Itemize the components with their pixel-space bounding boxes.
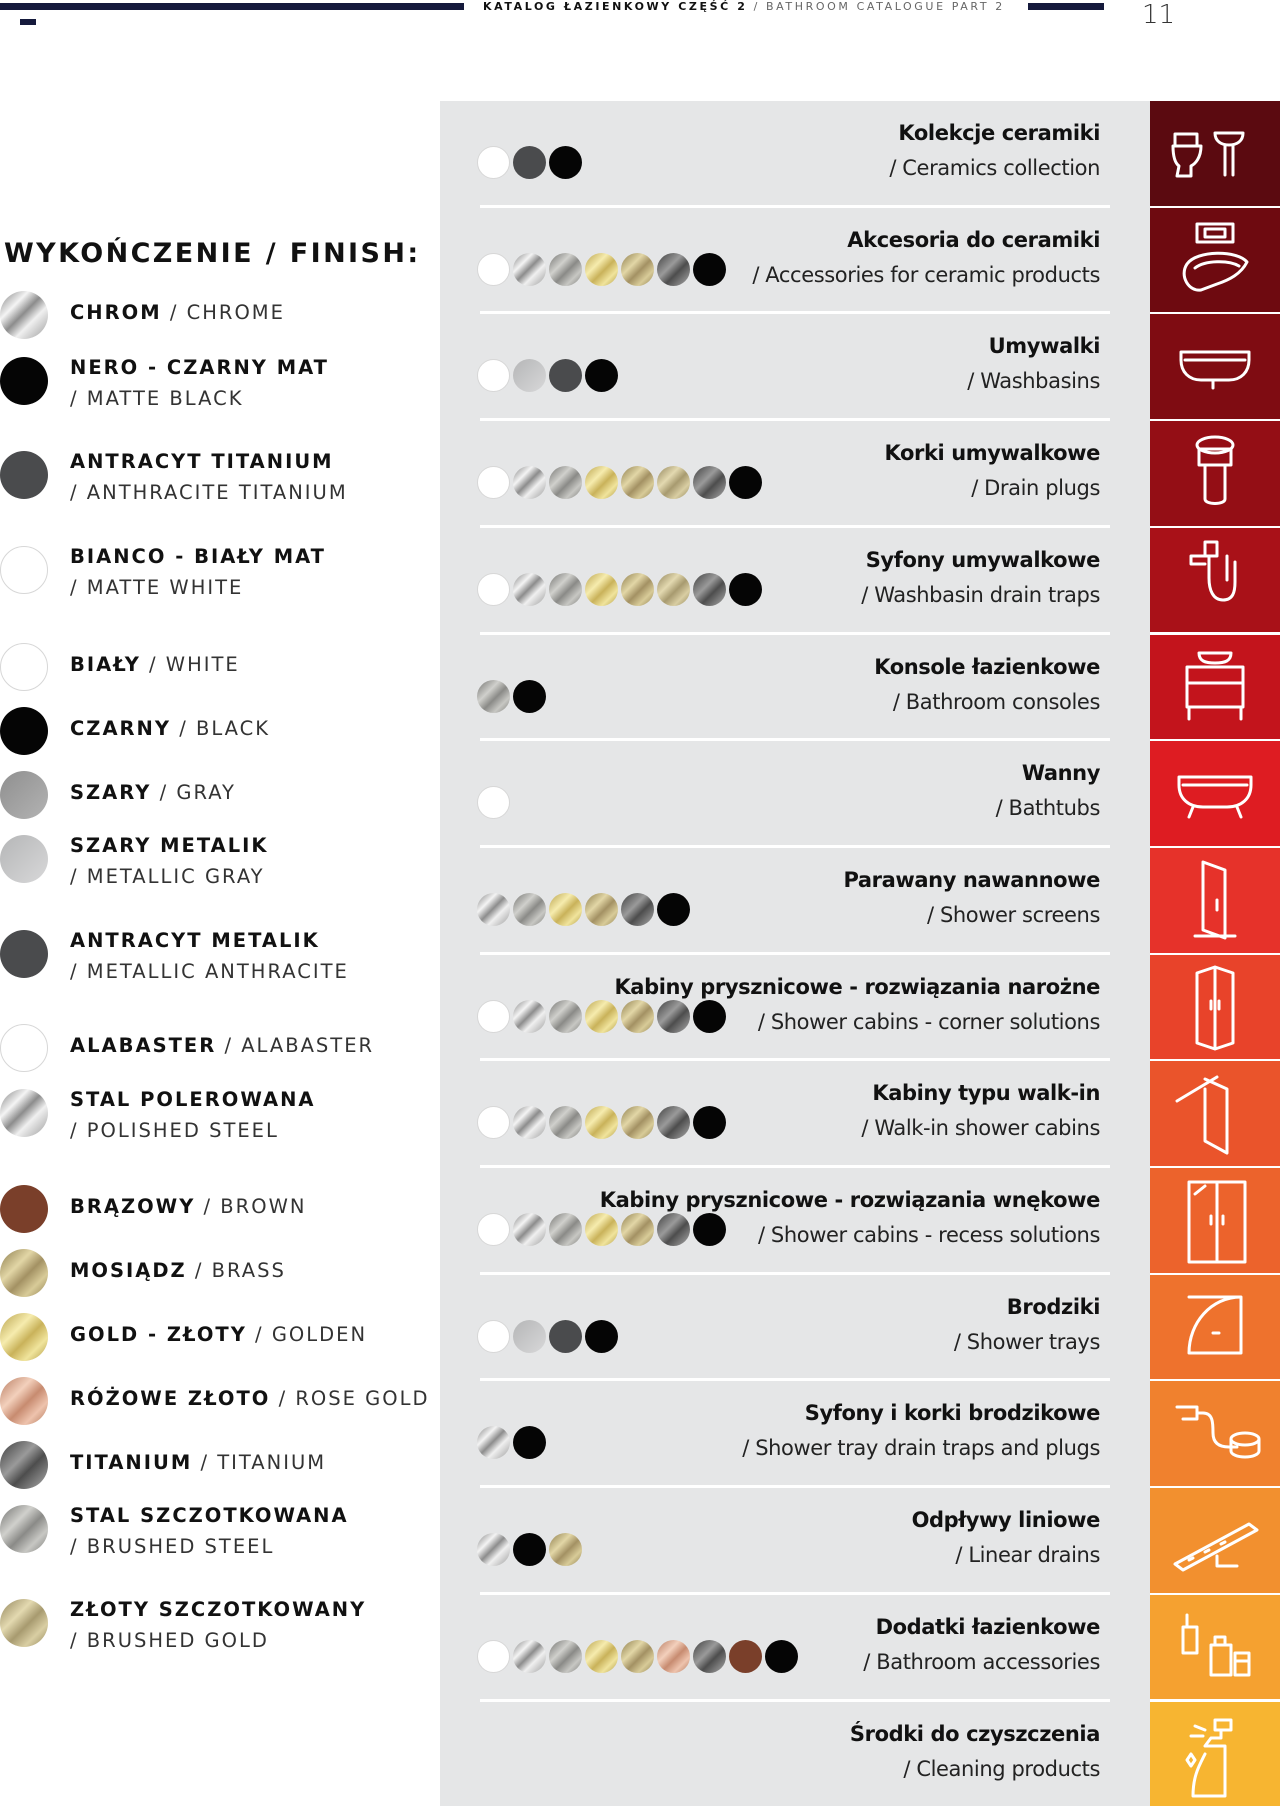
category-name-pl: Korki umywalkowe [884, 436, 1100, 470]
category-label [843, 863, 1100, 933]
finish-swatch [477, 573, 510, 606]
category-icon-tile [1150, 635, 1280, 742]
finish-swatch [477, 359, 510, 392]
page-number: 11 [1142, 0, 1175, 30]
category-row [440, 314, 1150, 421]
shower-tray-icon [1165, 1283, 1265, 1371]
category-row [440, 1275, 1150, 1382]
category-row [440, 101, 1150, 208]
finish-swatch [585, 359, 618, 392]
finish-name-pl: GOLD - ZŁOTY [70, 1323, 247, 1346]
recess-cabin-icon [1165, 1176, 1265, 1264]
finish-swatch [513, 1213, 546, 1246]
category-icon-tile [1150, 208, 1280, 315]
finish-swatch [0, 1599, 48, 1647]
finish-swatch [693, 573, 726, 606]
finish-swatch [477, 1000, 510, 1033]
category-label [967, 329, 1100, 399]
category-row [440, 208, 1150, 315]
finish-swatch [0, 1024, 48, 1072]
category-icon-tile [1150, 101, 1280, 208]
category-name-en: / Shower cabins - recess solutions [600, 1217, 1100, 1253]
finish-name-en: / WHITE [149, 653, 240, 676]
finish-swatch [0, 1185, 48, 1233]
finish-swatch [657, 253, 690, 286]
catalogue-title: KATALOG ŁAZIENKOWY CZĘŚĆ 2 / BATHROOM CATALOGUE PART 2 [483, 0, 1005, 14]
finish-name-pl: MOSIĄDZ [70, 1259, 187, 1282]
category-icon-tile [1150, 421, 1280, 528]
finish-swatch [513, 1426, 546, 1459]
category-icon-tile [1150, 848, 1280, 955]
category-name-en: / Cleaning products [850, 1751, 1100, 1787]
finish-name-pl: RÓŻOWE ZŁOTO [70, 1387, 270, 1410]
category-name-en: / Shower cabins - corner solutions [614, 1004, 1100, 1040]
finish-swatch [657, 466, 690, 499]
siphon-icon [1165, 536, 1265, 624]
finish-swatch [0, 1249, 48, 1297]
finish-name-en: / BROWN [204, 1195, 307, 1218]
category-icon-tile [1150, 1595, 1280, 1702]
category-name-en: / Shower trays [954, 1324, 1100, 1360]
finish-swatch [621, 1106, 654, 1139]
category-name-pl: Odpływy liniowe [912, 1503, 1100, 1537]
finish-name-pl: NERO - CZARNY MAT [70, 356, 329, 379]
finish-name-en: / MATTE BLACK [70, 387, 244, 410]
finish-swatch [549, 1106, 582, 1139]
finish-name-en: / BRUSHED GOLD [70, 1629, 269, 1652]
category-name-en: / Drain plugs [884, 470, 1100, 506]
category-label [889, 116, 1100, 186]
finish-swatch [0, 930, 48, 978]
finish-swatch [477, 1213, 510, 1246]
finish-swatch [0, 1089, 48, 1137]
finish-swatch [0, 771, 48, 819]
category-row [440, 955, 1150, 1062]
category-name-en: / Accessories for ceramic products [752, 257, 1100, 293]
finish-name-en: / ALABASTER [224, 1034, 374, 1057]
finish-swatch [0, 707, 48, 755]
category-name-en: / Shower tray drain traps and plugs [742, 1430, 1100, 1466]
category-label [996, 756, 1100, 826]
finish-swatch [477, 146, 510, 179]
category-icon-tile [1150, 1702, 1280, 1808]
finish-swatch [477, 1106, 510, 1139]
finish-name-pl: BIANCO - BIAŁY MAT [70, 545, 326, 568]
finish-swatch [657, 573, 690, 606]
finish-name-en: / MATTE WHITE [70, 576, 243, 599]
finish-name-en: / CHROME [170, 301, 285, 324]
finish-swatch [477, 1640, 510, 1673]
finish-swatch [657, 1213, 690, 1246]
category-name-pl: Wanny [996, 756, 1100, 790]
category-name-pl: Parawany nawannowe [843, 863, 1100, 897]
shower-screen-icon [1165, 856, 1265, 944]
category-name-pl: Środki do czyszczenia [850, 1717, 1100, 1751]
category-label [954, 1290, 1100, 1360]
category-label [742, 1396, 1100, 1466]
finish-swatch [477, 1320, 510, 1353]
finish-swatch [693, 1106, 726, 1139]
finish-swatch [621, 573, 654, 606]
category-row [440, 1488, 1150, 1595]
category-icon-tile [1150, 1168, 1280, 1275]
toilet-washbasin-icon [1165, 109, 1265, 197]
accessories-icon [1165, 1603, 1265, 1691]
finish-swatch [549, 1640, 582, 1673]
category-name-en: / Ceramics collection [889, 150, 1100, 186]
category-row [440, 1595, 1150, 1702]
finish-name-pl: STAL POLEROWANA [70, 1088, 315, 1111]
finish-title: WYKOŃCZENIE / FINISH: [4, 238, 421, 269]
finish-name-pl: CHROM [70, 301, 162, 324]
finish-swatch [0, 1441, 48, 1489]
finish-name-en: / BLACK [179, 717, 270, 740]
category-name-pl: Konsole łazienkowe [874, 650, 1100, 684]
finish-swatch [693, 466, 726, 499]
finish-swatch [549, 1000, 582, 1033]
finish-swatch [585, 1320, 618, 1353]
category-label [752, 223, 1100, 293]
finish-swatch [729, 466, 762, 499]
finish-swatch [477, 1426, 510, 1459]
finish-swatch [657, 893, 690, 926]
category-row [440, 741, 1150, 848]
category-row [440, 1381, 1150, 1488]
corner-cabin-icon [1165, 963, 1265, 1051]
category-icon-tile [1150, 1061, 1280, 1168]
bathtub-icon [1165, 749, 1265, 837]
finish-swatch [693, 253, 726, 286]
finish-swatch [0, 1505, 48, 1553]
category-row [440, 848, 1150, 955]
finish-name-pl: ANTRACYT TITANIUM [70, 450, 334, 473]
washbasin-icon [1165, 322, 1265, 410]
walk-in-icon [1165, 1069, 1265, 1157]
finish-name-pl: SZARY [70, 781, 151, 804]
category-label [884, 436, 1100, 506]
category-row [440, 1168, 1150, 1275]
linear-drain-icon [1165, 1496, 1265, 1584]
finish-swatch [585, 253, 618, 286]
category-icon-tile [1150, 314, 1280, 421]
finish-swatch [585, 1213, 618, 1246]
category-icon-tile [1150, 1488, 1280, 1595]
category-row [440, 1702, 1150, 1808]
finish-swatch [0, 451, 48, 499]
finish-swatch [585, 893, 618, 926]
finish-swatch [585, 1640, 618, 1673]
category-name-en: / Washbasins [967, 363, 1100, 399]
finish-swatch [549, 253, 582, 286]
category-name-pl: Kabiny prysznicowe - rozwiązania wnękowe [600, 1183, 1100, 1217]
finish-swatch [657, 1000, 690, 1033]
finish-name-en: / ROSE GOLD [279, 1387, 430, 1410]
finish-swatch [0, 291, 48, 339]
finish-swatch [549, 359, 582, 392]
finish-swatch [477, 253, 510, 286]
finish-swatch [0, 357, 48, 405]
finish-swatch [513, 680, 546, 713]
category-name-en: / Bathtubs [996, 790, 1100, 826]
tray-drain-icon [1165, 1389, 1265, 1477]
category-name-pl: Kabiny prysznicowe - rozwiązania narożne [614, 970, 1100, 1004]
category-name-pl: Umywalki [967, 329, 1100, 363]
finish-swatch [513, 359, 546, 392]
category-name-pl: Brodziki [954, 1290, 1100, 1324]
category-name-pl: Syfony umywalkowe [861, 543, 1100, 577]
finish-name-pl: BRĄZOWY [70, 1195, 195, 1218]
finish-swatch [513, 1320, 546, 1353]
category-icon-tile [1150, 955, 1280, 1062]
finish-name-en: / BRUSHED STEEL [70, 1535, 274, 1558]
finish-swatch [549, 893, 582, 926]
category-icon-tile [1150, 1381, 1280, 1488]
finish-swatch [513, 253, 546, 286]
finish-swatch [549, 1533, 582, 1566]
finish-name-en: / BRASS [195, 1259, 286, 1282]
drain-plug-icon [1165, 429, 1265, 517]
category-label [861, 543, 1100, 613]
finish-swatch [693, 1640, 726, 1673]
finish-name-pl: STAL SZCZOTKOWANA [70, 1504, 349, 1527]
finish-name-pl: TITANIUM [70, 1451, 192, 1474]
finish-swatch [549, 1213, 582, 1246]
finish-swatch [621, 893, 654, 926]
finish-swatch [585, 466, 618, 499]
header-bar-tick [20, 19, 36, 25]
finish-name-en: / ANTHRACITE TITANIUM [70, 481, 348, 504]
flush-plate-seat-icon [1165, 216, 1265, 304]
finish-name-pl: ALABASTER [70, 1034, 216, 1057]
finish-swatch [477, 786, 510, 819]
finish-swatch [513, 1000, 546, 1033]
finish-name-pl: BIAŁY [70, 653, 141, 676]
category-name-pl: Akcesoria do ceramiki [752, 223, 1100, 257]
category-label [850, 1717, 1100, 1787]
finish-swatch [585, 573, 618, 606]
finish-name-pl: SZARY METALIK [70, 834, 269, 857]
finish-swatch [513, 466, 546, 499]
category-icon-tile [1150, 528, 1280, 635]
finish-swatch [513, 146, 546, 179]
finish-swatch [549, 573, 582, 606]
category-label [614, 970, 1100, 1040]
finish-swatch [585, 1106, 618, 1139]
finish-swatch [729, 573, 762, 606]
finish-swatch [765, 1640, 798, 1673]
finish-swatch [0, 835, 48, 883]
console-icon [1165, 643, 1265, 731]
header-bar-right [1028, 3, 1104, 10]
category-name-pl: Dodatki łazienkowe [863, 1610, 1100, 1644]
finish-swatch [513, 573, 546, 606]
category-name-en: / Bathroom consoles [874, 684, 1100, 720]
category-row [440, 635, 1150, 742]
category-name-pl: Kolekcje ceramiki [889, 116, 1100, 150]
finish-swatch [621, 1000, 654, 1033]
finish-swatch [621, 253, 654, 286]
finish-name-en: / METALLIC ANTHRACITE [70, 960, 349, 983]
finish-swatch [549, 466, 582, 499]
category-label [863, 1610, 1100, 1680]
finish-swatch [621, 1640, 654, 1673]
finish-swatch [549, 1320, 582, 1353]
category-label [861, 1076, 1100, 1146]
finish-swatch [0, 546, 48, 594]
category-name-pl: Kabiny typu walk-in [861, 1076, 1100, 1110]
finish-name-pl: ANTRACYT METALIK [70, 929, 320, 952]
category-icon-tile [1150, 1275, 1280, 1382]
finish-swatch [513, 1106, 546, 1139]
finish-swatch [0, 1377, 48, 1425]
finish-swatch [729, 1640, 762, 1673]
finish-swatch [513, 893, 546, 926]
finish-name-en: / GOLDEN [255, 1323, 367, 1346]
category-row [440, 1061, 1150, 1168]
finish-swatch [477, 680, 510, 713]
category-name-en: / Walk-in shower cabins [861, 1110, 1100, 1146]
finish-swatch [513, 1533, 546, 1566]
category-name-en: / Linear drains [912, 1537, 1100, 1573]
category-name-en: / Washbasin drain traps [861, 577, 1100, 613]
category-row [440, 528, 1150, 635]
finish-name-en: / POLISHED STEEL [70, 1119, 279, 1142]
header-bar-left [0, 3, 464, 10]
finish-name-pl: CZARNY [70, 717, 171, 740]
finish-swatch [621, 466, 654, 499]
finish-swatch [0, 643, 48, 691]
category-row [440, 421, 1150, 528]
finish-swatch [477, 466, 510, 499]
finish-swatch [657, 1106, 690, 1139]
category-name-en: / Bathroom accessories [863, 1644, 1100, 1680]
finish-swatch [621, 1213, 654, 1246]
spray-bottle-icon [1165, 1710, 1265, 1798]
category-icon-tile [1150, 741, 1280, 848]
finish-swatch [513, 1640, 546, 1673]
finish-swatch [477, 1533, 510, 1566]
finish-swatch [657, 1640, 690, 1673]
category-name-en: / Shower screens [843, 897, 1100, 933]
category-label [912, 1503, 1100, 1573]
finish-swatch [585, 1000, 618, 1033]
category-name-pl: Syfony i korki brodzikowe [742, 1396, 1100, 1430]
finish-swatch [693, 1213, 726, 1246]
finish-swatch [477, 893, 510, 926]
finish-swatch [549, 146, 582, 179]
finish-name-pl: ZŁOTY SZCZOTKOWANY [70, 1598, 366, 1621]
finish-swatch [0, 1313, 48, 1361]
finish-name-en: / METALLIC GRAY [70, 865, 265, 888]
finish-swatch [693, 1000, 726, 1033]
finish-name-en: / TITANIUM [200, 1451, 326, 1474]
category-label [874, 650, 1100, 720]
finish-name-en: / GRAY [160, 781, 236, 804]
